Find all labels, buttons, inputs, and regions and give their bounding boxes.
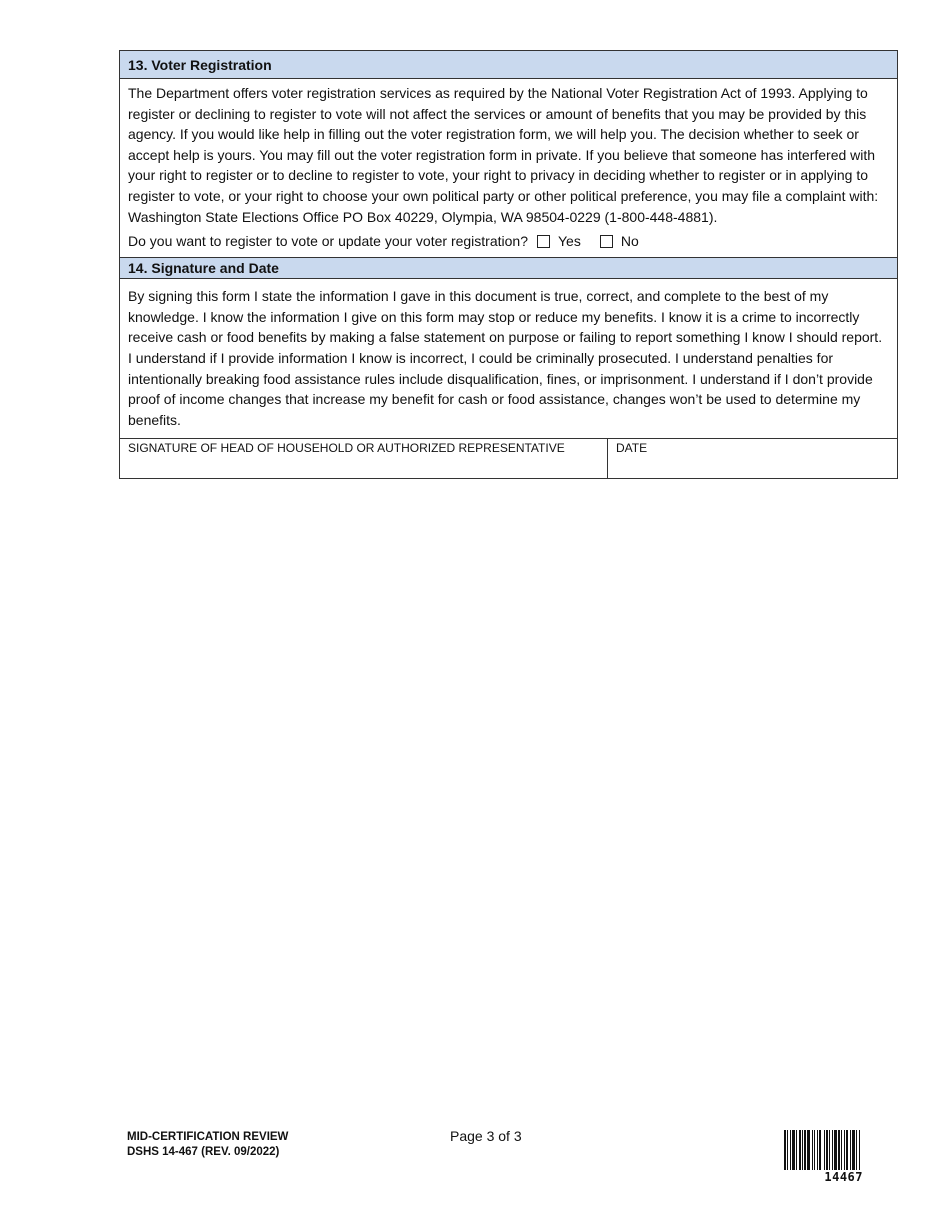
barcode-bar [846, 1130, 848, 1170]
barcode-bars [784, 1130, 891, 1170]
barcode-bar [802, 1130, 803, 1170]
barcode-bar [832, 1130, 833, 1170]
voter-registration-paragraph: The Department offers voter registration services as required by the National Voter Registration Act of 1993. Applying to register or declining to register to vote will not affect the services or amount of benefits that you may be provided by this agency. If you would like help in filling out the voter registration form, we will help you. The decision whether to seek or accept help is yours. You may fill out the voter registration form in private. If you believe that someone has interfered with your right to register or to decline to register to vote, your right to privacy in deciding whether to register or in applying to register to vote, or your right to choose your own political party or other political preference, you may file a complaint with: Washington State Elections Office PO Box 40229, Olympia, WA 98504-0229 (1-800-448-4881). [128, 85, 879, 225]
barcode-bar [826, 1130, 828, 1170]
section-13-header [120, 51, 897, 79]
barcode-bar [844, 1130, 845, 1170]
barcode-bar [819, 1130, 821, 1170]
barcode-bar [834, 1130, 837, 1170]
section-14-header [120, 257, 897, 279]
form-title: MID-CERTIFICATION REVIEW [127, 1131, 289, 1143]
voter-no-checkbox[interactable] [600, 235, 613, 248]
date-field[interactable] [608, 439, 897, 478]
barcode-number: 14467 [824, 1170, 863, 1184]
signature-row [120, 439, 897, 478]
barcode-bar [790, 1130, 791, 1170]
section-14-body [120, 279, 897, 439]
voter-registration-question: Do you want to register to vote or update your voter registration? [128, 232, 528, 249]
barcode-bar [784, 1130, 786, 1170]
section-14-title: 14. Signature and Date [128, 260, 279, 277]
signature-field[interactable] [120, 439, 608, 478]
barcode-bar [796, 1130, 797, 1170]
barcode-bar [817, 1130, 818, 1170]
barcode-bar [838, 1130, 840, 1170]
barcode-bar [787, 1130, 788, 1170]
form-table [119, 50, 898, 479]
barcode-bar [850, 1130, 851, 1170]
voter-registration-question-row [128, 229, 889, 253]
form-footer-id [127, 1130, 288, 1159]
barcode [784, 1130, 891, 1184]
barcode-bar [856, 1130, 857, 1170]
barcode-bar [829, 1130, 830, 1170]
signature-label: SIGNATURE OF HEAD OF HOUSEHOLD OR AUTHORIZED REPRESENTATIVE [128, 441, 565, 456]
page-number: Page 3 of 3 [450, 1128, 522, 1144]
barcode-bar [859, 1130, 860, 1170]
barcode-bar [792, 1130, 795, 1170]
voter-no-label: No [620, 232, 639, 249]
barcode-bar [804, 1130, 806, 1170]
barcode-bar [812, 1130, 813, 1170]
voter-yes-label: Yes [558, 232, 581, 249]
barcode-bar [807, 1130, 810, 1170]
barcode-bar [799, 1130, 801, 1170]
section-13-title: 13. Voter Registration [128, 56, 272, 73]
form-number: DSHS 14-467 (REV. 09/2022) [127, 1145, 280, 1158]
barcode-bar [841, 1130, 842, 1170]
barcode-bar [824, 1130, 825, 1170]
signature-attestation-paragraph: By signing this form I state the information I gave in this document is true, correct, and complete to the best of my knowledge. I know the information I give on this form may stop or reduce my benefits. I know it is a crime to incorrectly receive cash or food benefits by making a false statement on purpose or failing to report something I know I should report. I understand if I provide information I know is incorrect, I could be criminally prosecuted. I understand penalties for intentionally breaking food assistance rules include disqualification, fines, or imprisonment. I understand if I don’t provide proof of income changes that increase my benefit for cash or food assistance, changes won’t be used to determine my benefits. [128, 288, 883, 428]
barcode-bar [814, 1130, 815, 1170]
section-13-body [120, 79, 897, 257]
date-label: DATE [616, 441, 648, 456]
voter-yes-checkbox[interactable] [537, 235, 550, 248]
barcode-bar [852, 1130, 855, 1170]
